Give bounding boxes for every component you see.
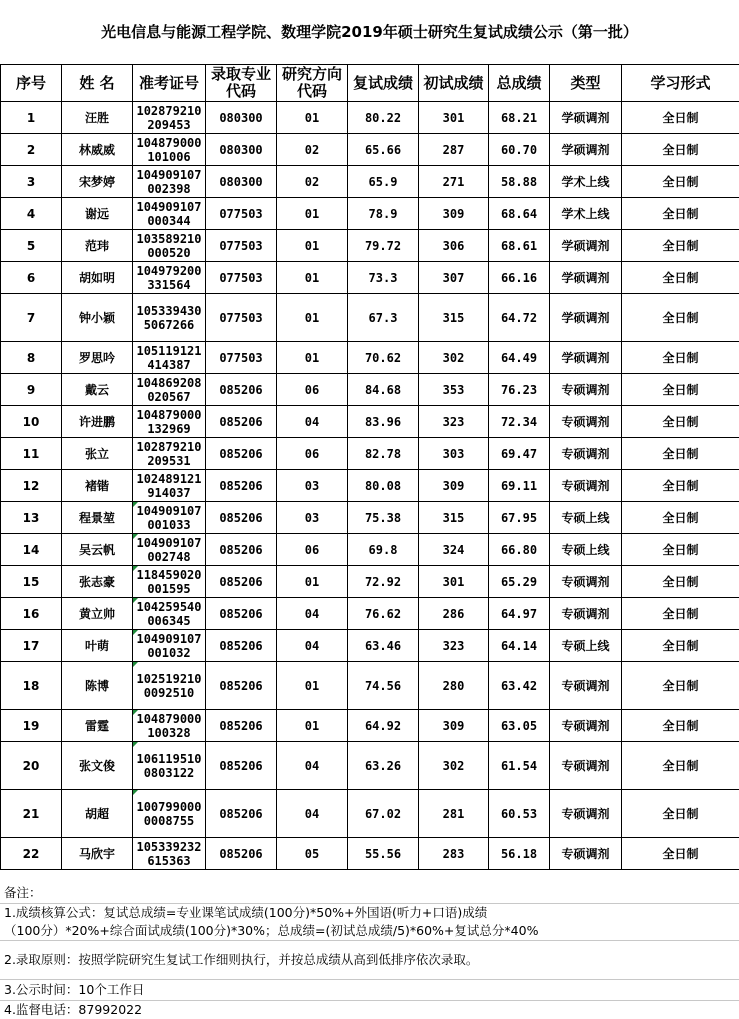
row-study-mode: 全日制 bbox=[622, 470, 739, 502]
row-retest-score: 79.72 bbox=[348, 230, 419, 262]
table-row bbox=[1, 198, 739, 230]
row-exam-id: 1007990000008755 bbox=[133, 790, 206, 838]
row-retest-score: 69.8 bbox=[348, 534, 419, 566]
row-prelim-score: 307 bbox=[419, 262, 489, 294]
row-direction-code: 01 bbox=[277, 262, 348, 294]
row-no: 18 bbox=[1, 662, 62, 710]
note-formula-line-1: 1.成绩核算公式：复试总成绩=专业课笔试成绩(100分)*50%+外国语(听力+口语)成绩 bbox=[0, 904, 739, 922]
row-major-code: 077503 bbox=[206, 342, 277, 374]
table-header-row bbox=[1, 65, 739, 102]
row-study-mode: 全日制 bbox=[622, 198, 739, 230]
row-study-mode: 全日制 bbox=[622, 438, 739, 470]
row-direction-code: 04 bbox=[277, 790, 348, 838]
row-study-mode: 全日制 bbox=[622, 134, 739, 166]
row-major-code: 085206 bbox=[206, 502, 277, 534]
row-exam-id: 104259540006345 bbox=[133, 598, 206, 630]
row-retest-score: 78.9 bbox=[348, 198, 419, 230]
table-row bbox=[1, 230, 739, 262]
row-total-score: 60.70 bbox=[489, 134, 550, 166]
row-total-score: 64.97 bbox=[489, 598, 550, 630]
notes-section bbox=[0, 883, 739, 1019]
row-no: 4 bbox=[1, 198, 62, 230]
page-title: 光电信息与能源工程学院、数理学院2019年硕士研究生复试成绩公示（第一批） bbox=[0, 0, 739, 65]
row-prelim-score: 281 bbox=[419, 790, 489, 838]
row-direction-code: 01 bbox=[277, 198, 348, 230]
score-table bbox=[0, 64, 739, 870]
row-study-mode: 全日制 bbox=[622, 262, 739, 294]
row-major-code: 085206 bbox=[206, 662, 277, 710]
row-no: 15 bbox=[1, 566, 62, 598]
row-direction-code: 06 bbox=[277, 374, 348, 406]
row-total-score: 64.49 bbox=[489, 342, 550, 374]
header-prelim-score: 初试成绩 bbox=[419, 65, 489, 102]
row-exam-id: 104869208020567 bbox=[133, 374, 206, 406]
row-exam-id: 104909107001033 bbox=[133, 502, 206, 534]
row-type: 专硕调剂 bbox=[550, 406, 622, 438]
row-name: 宋梦婷 bbox=[62, 166, 133, 198]
row-study-mode: 全日制 bbox=[622, 662, 739, 710]
row-type: 专硕调剂 bbox=[550, 598, 622, 630]
row-type: 专硕调剂 bbox=[550, 470, 622, 502]
row-study-mode: 全日制 bbox=[622, 838, 739, 870]
row-no: 1 bbox=[1, 102, 62, 134]
table-row bbox=[1, 438, 739, 470]
row-prelim-score: 287 bbox=[419, 134, 489, 166]
table-row bbox=[1, 470, 739, 502]
table-row bbox=[1, 630, 739, 662]
note-formula-line-2: （100分）*20%+综合面试成绩(100分)*30%；总成绩=(初试总成绩/5)*60%+复试总分*40% bbox=[0, 922, 739, 940]
row-retest-score: 55.56 bbox=[348, 838, 419, 870]
row-no: 5 bbox=[1, 230, 62, 262]
table-row bbox=[1, 662, 739, 710]
row-name: 张文俊 bbox=[62, 742, 133, 790]
note-period: 3.公示时间：10个工作日 bbox=[0, 980, 739, 1000]
row-direction-code: 03 bbox=[277, 502, 348, 534]
row-total-score: 68.64 bbox=[489, 198, 550, 230]
row-name: 胡超 bbox=[62, 790, 133, 838]
row-no: 11 bbox=[1, 438, 62, 470]
row-no: 13 bbox=[1, 502, 62, 534]
header-retest-score: 复试成绩 bbox=[348, 65, 419, 102]
row-total-score: 58.88 bbox=[489, 166, 550, 198]
row-prelim-score: 323 bbox=[419, 406, 489, 438]
row-name: 陈博 bbox=[62, 662, 133, 710]
row-study-mode: 全日制 bbox=[622, 166, 739, 198]
row-major-code: 085206 bbox=[206, 374, 277, 406]
row-type: 专硕上线 bbox=[550, 630, 622, 662]
row-prelim-score: 280 bbox=[419, 662, 489, 710]
row-exam-id: 104909107002398 bbox=[133, 166, 206, 198]
row-retest-score: 84.68 bbox=[348, 374, 419, 406]
row-direction-code: 01 bbox=[277, 662, 348, 710]
row-major-code: 077503 bbox=[206, 198, 277, 230]
row-no: 17 bbox=[1, 630, 62, 662]
row-name: 范玮 bbox=[62, 230, 133, 262]
row-name: 胡如明 bbox=[62, 262, 133, 294]
row-prelim-score: 306 bbox=[419, 230, 489, 262]
row-exam-id: 102879210209531 bbox=[133, 438, 206, 470]
row-total-score: 69.11 bbox=[489, 470, 550, 502]
row-retest-score: 72.92 bbox=[348, 566, 419, 598]
row-no: 8 bbox=[1, 342, 62, 374]
row-retest-score: 73.3 bbox=[348, 262, 419, 294]
row-study-mode: 全日制 bbox=[622, 342, 739, 374]
row-name: 程景堃 bbox=[62, 502, 133, 534]
row-direction-code: 01 bbox=[277, 566, 348, 598]
row-name: 黄立帅 bbox=[62, 598, 133, 630]
row-name: 许进鹏 bbox=[62, 406, 133, 438]
row-major-code: 080300 bbox=[206, 134, 277, 166]
row-direction-code: 02 bbox=[277, 166, 348, 198]
row-name: 叶萌 bbox=[62, 630, 133, 662]
table-row bbox=[1, 342, 739, 374]
row-prelim-score: 309 bbox=[419, 710, 489, 742]
row-prelim-score: 309 bbox=[419, 470, 489, 502]
row-exam-id: 102489121914037 bbox=[133, 470, 206, 502]
row-direction-code: 01 bbox=[277, 710, 348, 742]
row-name: 褚锴 bbox=[62, 470, 133, 502]
table-row bbox=[1, 262, 739, 294]
row-total-score: 67.95 bbox=[489, 502, 550, 534]
row-type: 学硕调剂 bbox=[550, 230, 622, 262]
row-no: 3 bbox=[1, 166, 62, 198]
row-type: 学硕调剂 bbox=[550, 134, 622, 166]
row-name: 雷霆 bbox=[62, 710, 133, 742]
row-retest-score: 76.62 bbox=[348, 598, 419, 630]
row-direction-code: 01 bbox=[277, 102, 348, 134]
row-no: 6 bbox=[1, 262, 62, 294]
row-prelim-score: 283 bbox=[419, 838, 489, 870]
row-major-code: 085206 bbox=[206, 438, 277, 470]
header-exam-id: 准考证号 bbox=[133, 65, 206, 102]
row-study-mode: 全日制 bbox=[622, 710, 739, 742]
row-total-score: 66.16 bbox=[489, 262, 550, 294]
row-exam-id: 105119121414387 bbox=[133, 342, 206, 374]
row-retest-score: 74.56 bbox=[348, 662, 419, 710]
row-direction-code: 01 bbox=[277, 230, 348, 262]
row-study-mode: 全日制 bbox=[622, 790, 739, 838]
row-no: 22 bbox=[1, 838, 62, 870]
row-retest-score: 83.96 bbox=[348, 406, 419, 438]
row-prelim-score: 301 bbox=[419, 566, 489, 598]
row-major-code: 080300 bbox=[206, 166, 277, 198]
row-total-score: 72.34 bbox=[489, 406, 550, 438]
row-name: 戴云 bbox=[62, 374, 133, 406]
row-exam-id: 104909107000344 bbox=[133, 198, 206, 230]
row-type: 学硕调剂 bbox=[550, 262, 622, 294]
table-row bbox=[1, 134, 739, 166]
row-no: 12 bbox=[1, 470, 62, 502]
row-total-score: 66.80 bbox=[489, 534, 550, 566]
row-prelim-score: 302 bbox=[419, 342, 489, 374]
row-type: 学硕调剂 bbox=[550, 102, 622, 134]
row-type: 学术上线 bbox=[550, 166, 622, 198]
header-type: 类型 bbox=[550, 65, 622, 102]
row-prelim-score: 286 bbox=[419, 598, 489, 630]
row-exam-id: 1025192100092510 bbox=[133, 662, 206, 710]
row-type: 专硕调剂 bbox=[550, 710, 622, 742]
row-prelim-score: 315 bbox=[419, 502, 489, 534]
row-exam-id: 104909107002748 bbox=[133, 534, 206, 566]
table-row bbox=[1, 790, 739, 838]
row-direction-code: 05 bbox=[277, 838, 348, 870]
row-study-mode: 全日制 bbox=[622, 502, 739, 534]
row-major-code: 085206 bbox=[206, 790, 277, 838]
row-exam-id: 102879210209453 bbox=[133, 102, 206, 134]
row-name: 罗思吟 bbox=[62, 342, 133, 374]
row-direction-code: 04 bbox=[277, 598, 348, 630]
row-no: 16 bbox=[1, 598, 62, 630]
row-study-mode: 全日制 bbox=[622, 294, 739, 342]
row-study-mode: 全日制 bbox=[622, 406, 739, 438]
row-study-mode: 全日制 bbox=[622, 598, 739, 630]
table-row bbox=[1, 166, 739, 198]
row-study-mode: 全日制 bbox=[622, 566, 739, 598]
note-phone: 4.监督电话：87992022 bbox=[0, 1001, 739, 1019]
row-direction-code: 03 bbox=[277, 470, 348, 502]
row-major-code: 077503 bbox=[206, 262, 277, 294]
row-type: 学术上线 bbox=[550, 198, 622, 230]
header-major-code: 录取专业代码 bbox=[206, 65, 277, 102]
row-retest-score: 63.46 bbox=[348, 630, 419, 662]
row-prelim-score: 303 bbox=[419, 438, 489, 470]
row-no: 14 bbox=[1, 534, 62, 566]
row-study-mode: 全日制 bbox=[622, 102, 739, 134]
row-total-score: 69.47 bbox=[489, 438, 550, 470]
row-name: 汪胜 bbox=[62, 102, 133, 134]
row-major-code: 085206 bbox=[206, 710, 277, 742]
row-prelim-score: 323 bbox=[419, 630, 489, 662]
table-row bbox=[1, 502, 739, 534]
row-major-code: 085206 bbox=[206, 598, 277, 630]
row-major-code: 085206 bbox=[206, 566, 277, 598]
row-study-mode: 全日制 bbox=[622, 742, 739, 790]
row-major-code: 077503 bbox=[206, 294, 277, 342]
row-direction-code: 06 bbox=[277, 534, 348, 566]
header-direction-code: 研究方向代码 bbox=[277, 65, 348, 102]
row-type: 专硕调剂 bbox=[550, 742, 622, 790]
row-no: 2 bbox=[1, 134, 62, 166]
row-prelim-score: 353 bbox=[419, 374, 489, 406]
row-retest-score: 75.38 bbox=[348, 502, 419, 534]
row-study-mode: 全日制 bbox=[622, 230, 739, 262]
row-prelim-score: 271 bbox=[419, 166, 489, 198]
row-name: 吴云帆 bbox=[62, 534, 133, 566]
notes-heading: 备注： bbox=[0, 883, 739, 903]
table-row bbox=[1, 742, 739, 790]
row-retest-score: 64.92 bbox=[348, 710, 419, 742]
row-total-score: 76.23 bbox=[489, 374, 550, 406]
row-exam-id: 104879000101006 bbox=[133, 134, 206, 166]
row-retest-score: 82.78 bbox=[348, 438, 419, 470]
row-prelim-score: 324 bbox=[419, 534, 489, 566]
row-name: 马欣宇 bbox=[62, 838, 133, 870]
row-major-code: 085206 bbox=[206, 406, 277, 438]
row-exam-id: 1053394305067266 bbox=[133, 294, 206, 342]
row-total-score: 63.42 bbox=[489, 662, 550, 710]
row-exam-id: 104909107001032 bbox=[133, 630, 206, 662]
row-direction-code: 02 bbox=[277, 134, 348, 166]
row-total-score: 64.14 bbox=[489, 630, 550, 662]
header-study-mode: 学习形式 bbox=[622, 65, 739, 102]
table-row bbox=[1, 406, 739, 438]
row-prelim-score: 302 bbox=[419, 742, 489, 790]
row-exam-id: 104879000100328 bbox=[133, 710, 206, 742]
row-study-mode: 全日制 bbox=[622, 374, 739, 406]
row-prelim-score: 301 bbox=[419, 102, 489, 134]
row-retest-score: 80.08 bbox=[348, 470, 419, 502]
row-no: 7 bbox=[1, 294, 62, 342]
row-name: 林威威 bbox=[62, 134, 133, 166]
row-type: 专硕调剂 bbox=[550, 662, 622, 710]
row-total-score: 68.21 bbox=[489, 102, 550, 134]
row-retest-score: 80.22 bbox=[348, 102, 419, 134]
row-prelim-score: 315 bbox=[419, 294, 489, 342]
row-exam-id: 104979200331564 bbox=[133, 262, 206, 294]
row-name: 钟小颖 bbox=[62, 294, 133, 342]
row-retest-score: 65.66 bbox=[348, 134, 419, 166]
row-no: 21 bbox=[1, 790, 62, 838]
row-no: 20 bbox=[1, 742, 62, 790]
note-principle: 2.录取原则：按照学院研究生复试工作细则执行，并按总成绩从高到低排序依次录取。 bbox=[0, 941, 739, 979]
table-row bbox=[1, 598, 739, 630]
row-exam-id: 104879000132969 bbox=[133, 406, 206, 438]
row-no: 19 bbox=[1, 710, 62, 742]
row-major-code: 085206 bbox=[206, 742, 277, 790]
row-total-score: 68.61 bbox=[489, 230, 550, 262]
row-prelim-score: 309 bbox=[419, 198, 489, 230]
row-name: 谢远 bbox=[62, 198, 133, 230]
row-major-code: 077503 bbox=[206, 230, 277, 262]
row-major-code: 085206 bbox=[206, 630, 277, 662]
row-direction-code: 01 bbox=[277, 294, 348, 342]
row-no: 9 bbox=[1, 374, 62, 406]
row-major-code: 085206 bbox=[206, 838, 277, 870]
row-type: 专硕调剂 bbox=[550, 838, 622, 870]
row-direction-code: 06 bbox=[277, 438, 348, 470]
row-name: 张立 bbox=[62, 438, 133, 470]
row-type: 学硕调剂 bbox=[550, 342, 622, 374]
row-study-mode: 全日制 bbox=[622, 534, 739, 566]
row-direction-code: 01 bbox=[277, 342, 348, 374]
row-name: 张志豪 bbox=[62, 566, 133, 598]
row-total-score: 61.54 bbox=[489, 742, 550, 790]
row-retest-score: 63.26 bbox=[348, 742, 419, 790]
row-total-score: 56.18 bbox=[489, 838, 550, 870]
row-direction-code: 04 bbox=[277, 630, 348, 662]
row-direction-code: 04 bbox=[277, 406, 348, 438]
row-major-code: 085206 bbox=[206, 470, 277, 502]
row-total-score: 63.05 bbox=[489, 710, 550, 742]
row-type: 专硕调剂 bbox=[550, 566, 622, 598]
table-row bbox=[1, 294, 739, 342]
table-row bbox=[1, 566, 739, 598]
row-type: 专硕上线 bbox=[550, 502, 622, 534]
row-study-mode: 全日制 bbox=[622, 630, 739, 662]
row-exam-id: 1061195100803122 bbox=[133, 742, 206, 790]
row-retest-score: 67.02 bbox=[348, 790, 419, 838]
row-total-score: 65.29 bbox=[489, 566, 550, 598]
row-exam-id: 118459020001595 bbox=[133, 566, 206, 598]
header-total-score: 总成绩 bbox=[489, 65, 550, 102]
row-type: 学硕调剂 bbox=[550, 294, 622, 342]
row-total-score: 60.53 bbox=[489, 790, 550, 838]
row-exam-id: 105339232615363 bbox=[133, 838, 206, 870]
row-retest-score: 67.3 bbox=[348, 294, 419, 342]
table-row bbox=[1, 102, 739, 134]
row-retest-score: 65.9 bbox=[348, 166, 419, 198]
row-no: 10 bbox=[1, 406, 62, 438]
row-type: 专硕调剂 bbox=[550, 790, 622, 838]
table-row bbox=[1, 374, 739, 406]
row-exam-id: 103589210000520 bbox=[133, 230, 206, 262]
row-retest-score: 70.62 bbox=[348, 342, 419, 374]
header-no: 序号 bbox=[1, 65, 62, 102]
row-major-code: 085206 bbox=[206, 534, 277, 566]
row-total-score: 64.72 bbox=[489, 294, 550, 342]
row-type: 专硕调剂 bbox=[550, 374, 622, 406]
row-direction-code: 04 bbox=[277, 742, 348, 790]
row-type: 专硕上线 bbox=[550, 534, 622, 566]
header-name: 姓 名 bbox=[62, 65, 133, 102]
table-row bbox=[1, 838, 739, 870]
table-row bbox=[1, 534, 739, 566]
row-type: 专硕调剂 bbox=[550, 438, 622, 470]
row-major-code: 080300 bbox=[206, 102, 277, 134]
table-row bbox=[1, 710, 739, 742]
